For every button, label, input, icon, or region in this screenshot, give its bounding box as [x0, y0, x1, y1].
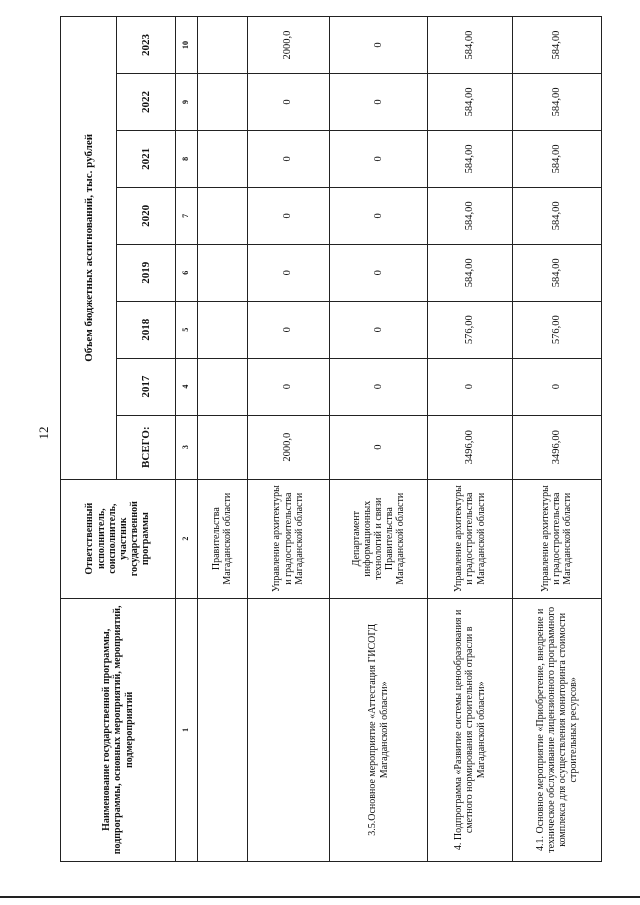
row-value: 0	[329, 17, 428, 74]
row-value: 0	[329, 301, 428, 358]
row-value: 584,00	[512, 187, 601, 244]
row-total: 3496,00	[428, 415, 512, 479]
row-responsible: Управление архитектуры и градостроительства Магаданской области	[512, 479, 601, 598]
row-value: 584,00	[512, 244, 601, 301]
column-index: 5	[176, 301, 198, 358]
index-row	[176, 17, 198, 862]
row-value: 0	[247, 358, 329, 415]
row-total: 2000,0	[247, 415, 329, 479]
column-index: 1	[176, 598, 198, 861]
column-index: 3	[176, 415, 198, 479]
row-value: 584,00	[428, 187, 512, 244]
row-value: 0	[247, 244, 329, 301]
row-value	[198, 74, 247, 131]
row-value: 0	[329, 74, 428, 131]
header-year: 2022	[117, 74, 176, 131]
row-value: 0	[329, 130, 428, 187]
row-value: 0	[247, 74, 329, 131]
row-value: 576,00	[428, 301, 512, 358]
row-value: 0	[329, 187, 428, 244]
row-value: 0	[512, 358, 601, 415]
rotated-table-wrapper	[60, 16, 602, 862]
table-row	[428, 17, 512, 862]
row-responsible: Управление архитектуры и градостроительства Магаданской области	[247, 479, 329, 598]
header-year: 2020	[117, 187, 176, 244]
header-year: 2023	[117, 17, 176, 74]
row-total	[198, 415, 247, 479]
row-value: 584,00	[428, 74, 512, 131]
row-total: 3496,00	[512, 415, 601, 479]
column-index: 10	[176, 17, 198, 74]
row-value	[198, 244, 247, 301]
row-total: 0	[329, 415, 428, 479]
row-value: 0	[247, 130, 329, 187]
row-value: 576,00	[512, 301, 601, 358]
header-year: 2018	[117, 301, 176, 358]
column-index: 6	[176, 244, 198, 301]
row-name	[247, 598, 329, 861]
bottom-rule	[0, 896, 640, 898]
header-name: Наименование государственной программы, подпрограммы, основных мероприятий, мероприятий, подмероприятий	[61, 598, 176, 861]
table-row	[512, 17, 601, 862]
budget-table	[60, 16, 602, 862]
header-year: 2019	[117, 244, 176, 301]
page-number: 12	[36, 426, 51, 440]
column-index: 2	[176, 479, 198, 598]
header-budget-group: Объем бюджетных ассигнований, тыс. рублей	[61, 17, 117, 480]
row-responsible: Правительства Магаданской области	[198, 479, 247, 598]
row-value	[198, 17, 247, 74]
row-value	[198, 187, 247, 244]
table-row	[198, 17, 247, 862]
row-name: 4. Подпрограмма «Развитие системы ценообразования и сметного нормирования строительной отрасли в Магаданской области»	[428, 598, 512, 861]
column-index: 4	[176, 358, 198, 415]
row-responsible: Управление архитектуры и градостроительства Магаданской области	[428, 479, 512, 598]
row-name: 3.5.Основное мероприятие «Аттестация ГИСОГД Магаданской области»	[329, 598, 428, 861]
row-value	[198, 301, 247, 358]
row-value: 0	[247, 301, 329, 358]
column-index: 7	[176, 187, 198, 244]
row-value: 584,00	[512, 17, 601, 74]
row-value: 584,00	[428, 17, 512, 74]
header-row-top	[61, 17, 117, 862]
column-index: 9	[176, 74, 198, 131]
row-value: 0	[247, 187, 329, 244]
row-responsible: Департамент информационных технологий и связи Правительства Магаданской области	[329, 479, 428, 598]
row-value: 0	[428, 358, 512, 415]
header-year: 2021	[117, 130, 176, 187]
row-value: 0	[329, 358, 428, 415]
table-row	[247, 17, 329, 862]
row-value: 2000,0	[247, 17, 329, 74]
column-index: 8	[176, 130, 198, 187]
row-name	[198, 598, 247, 861]
row-value	[198, 130, 247, 187]
row-value	[198, 358, 247, 415]
header-total: ВСЕГО:	[117, 415, 176, 479]
row-value: 0	[329, 244, 428, 301]
row-value: 584,00	[428, 244, 512, 301]
row-value: 584,00	[512, 74, 601, 131]
table-row	[329, 17, 428, 862]
row-value: 584,00	[428, 130, 512, 187]
header-year: 2017	[117, 358, 176, 415]
row-name: 4.1. Основное мероприятие «Приобретение, внедрение и техническое обслуживание лицензионного программного комплекса для осуществления мониторинга стоимости строительных ресурсов»	[512, 598, 601, 861]
row-value: 584,00	[512, 130, 601, 187]
header-responsible: Ответственный исполнитель, соисполнитель, участник государственной программы	[61, 479, 176, 598]
